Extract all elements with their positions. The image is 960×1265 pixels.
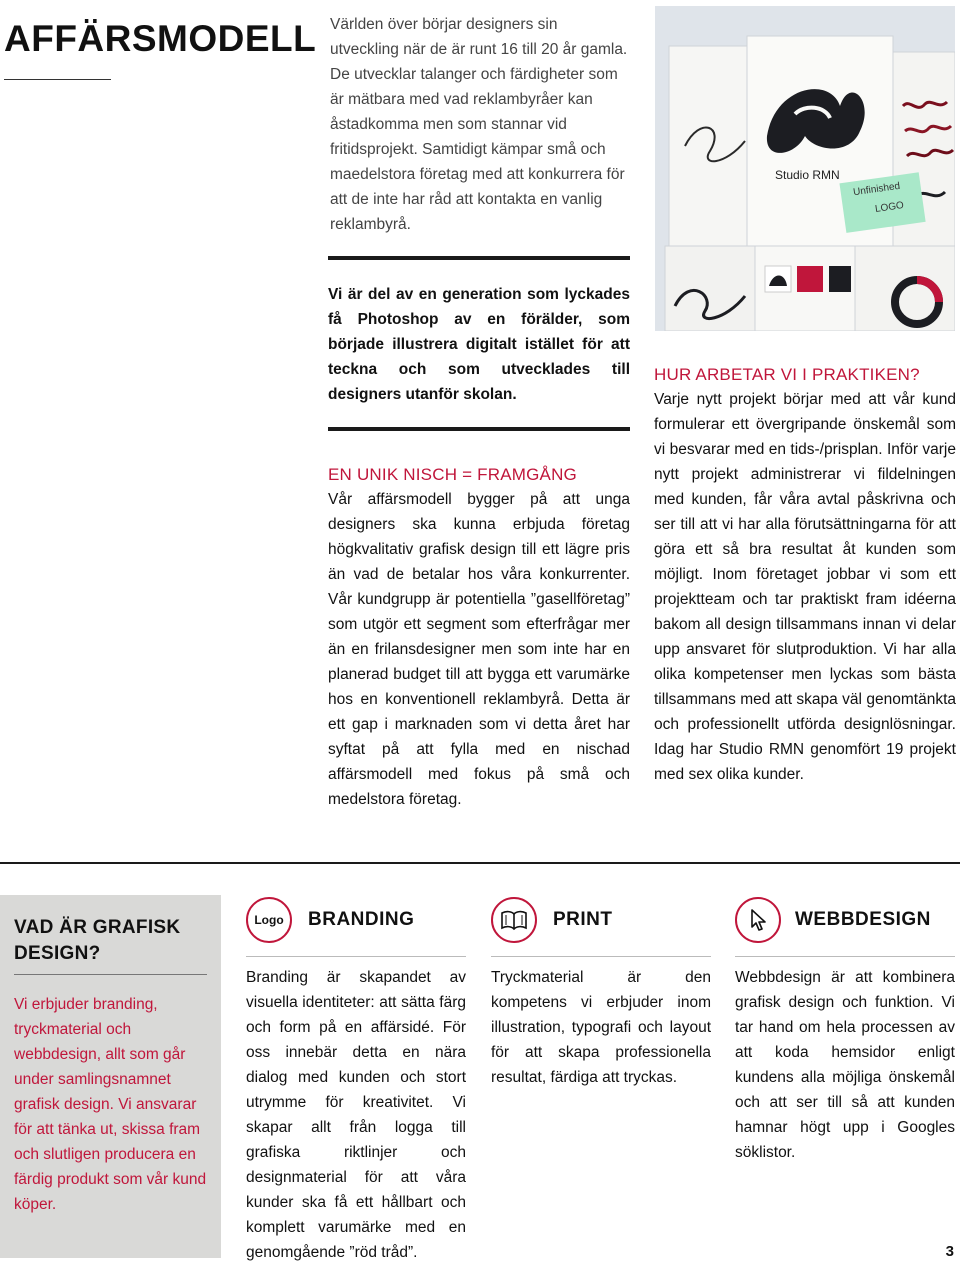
- practice-heading: HUR ARBETAR VI I PRAKTIKEN?: [654, 365, 920, 384]
- pull-quote: Vi är del av en generation som lyckades få Photoshop av en förälder, som började illustrera digitalt istället för att teckna och som utvecklades till designers utanför skolan.: [328, 286, 630, 403]
- service-print: [491, 895, 711, 1255]
- open-book-icon: [491, 897, 537, 943]
- service-branding: [246, 895, 466, 1261]
- webbdesign-title: WEBBDESIGN: [795, 909, 931, 930]
- sidebar-rule: [14, 974, 207, 975]
- branding-text: Branding är skapandet av visuella identiteter: att sätta färg och form på en affärsidé. För oss innebär detta en nära dialog med kunden och stort utrymme för kreativitet. Vi skapar allt från logga till grafiska riktlinjer och designmaterial för att våra kunder ska få ett hållbart och komplett varumärke med en genomgående ”röd tråd”.: [246, 969, 466, 1261]
- branding-title: BRANDING: [308, 909, 415, 930]
- sidebar-box: [0, 895, 221, 1258]
- photo-brand-text: Studio RMN: [775, 168, 840, 182]
- practice-section: [654, 363, 956, 787]
- webbdesign-rule: [735, 956, 955, 957]
- section-divider: [0, 862, 960, 864]
- quote-bottom-rule: [328, 427, 630, 431]
- logo-icon-label: Logo: [254, 913, 284, 927]
- print-rule: [491, 956, 711, 957]
- niche-heading: EN UNIK NISCH = FRAMGÅNG: [328, 465, 577, 484]
- intro-paragraph: Världen över börjar designers sin utveckling när de är runt 16 till 20 år gamla. De utvecklar talanger och färdigheter som är mätbara med vad reklambyråer kan åstadkomma men som stannar vid fritidsprojekt. Samtidigt kämpar små och maedelstora företag med att konkurrera för att de inte har råd att kontakta en vanlig reklambyrå.: [330, 16, 628, 233]
- page-title: AFFÄRSMODELL: [4, 18, 317, 59]
- logo-icon: [246, 897, 292, 943]
- cursor-icon: [735, 897, 781, 943]
- quote-top-rule: [328, 256, 630, 260]
- sidebar-text: Vi erbjuder branding, tryckmaterial och webbdesign, allt som går under samlingsnamnet grafisk design. Vi ansvarar för att tänka ut, skissa fram och slutligen producera en färdig produkt som vår kund köper.: [14, 996, 207, 1213]
- page-number: 3: [945, 1243, 954, 1260]
- service-webbdesign: [735, 895, 955, 1255]
- studio-photo: [655, 6, 955, 331]
- branding-rule: [246, 956, 466, 957]
- title-underline: [4, 79, 111, 80]
- sticky-note-line2: LOGO: [874, 200, 905, 215]
- niche-section: [328, 463, 630, 812]
- webbdesign-text: Webbdesign är att kombinera grafisk design och funktion. Vi tar hand om hela processen av att koda hemsidor enligt kundens alla möjliga önskemål och att ser till så att kunden hamnar högt upp i Googles söklistor.: [735, 969, 955, 1161]
- sticky-note-line1: Unfinished: [852, 180, 901, 199]
- practice-text: Varje nytt projekt börjar med att vår kund formulerar ett övergripande önskemål som vi besvarar med en tids-/prisplan. Inför varje nytt projekt administrerar vi fildelningen med kunden, får våra avtal påskrivna och ser till att vi har alla förutsättningarna för att göra ett så bra resultat åt kunden som möjligt. Inom företaget jobbar vi som ett projektteam och tar praktiskt fram idéerna bakom all design tillsammans innan vi delar upp ansvaret för slutproduktion. Vi har alla olika kompetenser men lyckas som bästa tillsammans med att skapa väl genomtänkta och professionellt utförda designlösningar. Idag har Studio RMN genomfört 19 projekt med sex olika kunder.: [654, 391, 956, 783]
- print-text: Tryckmaterial är den kompetens vi erbjuder inom illustration, typografi och layout för att skapa professionella resultat, färdiga att tryckas.: [491, 969, 711, 1086]
- sidebar-heading: VAD ÄR GRAFISK DESIGN?: [14, 917, 181, 964]
- niche-text: Vår affärsmodell bygger på att unga designers ska kunna erbjuda företag högkvalitativ grafisk design till ett lägre pris än vad de betalar hos våra konkurrenter. Vår kundgrupp är potentiella ”gasellföretag” som utgör ett segment som efterfrågar mer än en frilansdesigner men som inte har en planerad budget till att bygga ett varumärke hos en konventionell reklambyrå. Detta är ett gap i marknaden som vi detta året har syftat på att fylla med en nischad affärsmodell med fokus på små och medelstora företag.: [328, 491, 630, 808]
- print-title: PRINT: [553, 909, 613, 930]
